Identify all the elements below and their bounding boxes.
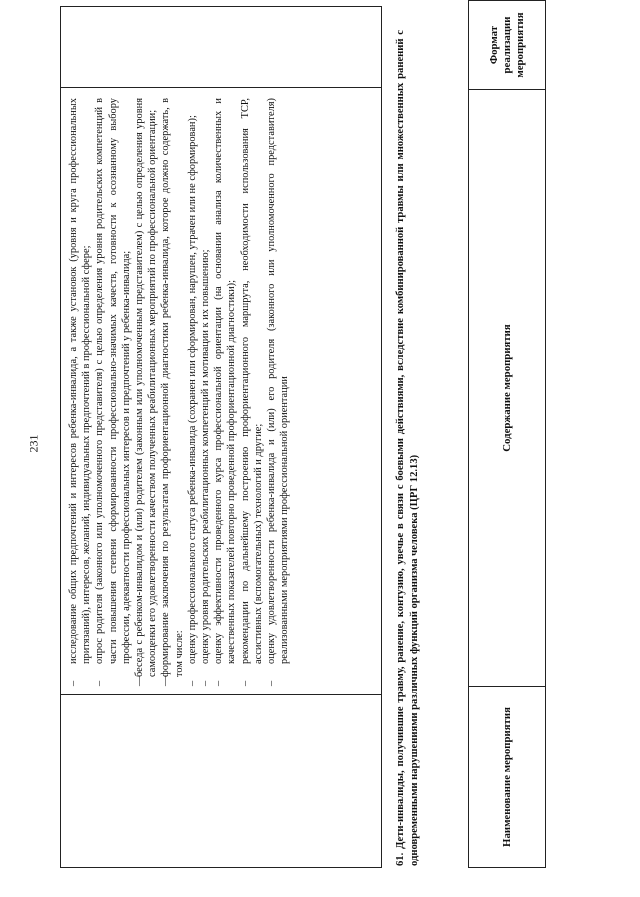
list-item-text: оценку эффективности проведенного курса профессиональной ориентации (на основании анализа количественных и качественных показателей повторно проведенной профориентационной диагностики); [213, 98, 238, 664]
list-item-text: опрос родителя (законного или уполномоченного представителя) с целью определения уровня родительских компетенций в части повышения степени сформированности профессионально-значимых качеств, готовности к осознанному выбору профессии, адекватности профессиональных интересов и предпочтений у ребенка-инвалида; [94, 98, 132, 664]
list-item [67, 98, 93, 686]
list-item [239, 98, 265, 686]
list-item-text: оценку профессионального статуса ребенка-инвалида (сохранен или сформирован, нарушен, утрачен или не сформирован); [186, 115, 198, 664]
list-marker: – [200, 680, 212, 686]
header-content: Содержание мероприятия [469, 90, 546, 687]
name-cell-empty [61, 695, 382, 868]
section-heading: 61. Дети-инвалиды, получившие травму, ранение, контузию, увечье в связи с боевыми действиями, вследствие комбинированной травмы или множественных ранений с одновременными нарушениями различных функций организма человека (ЦРГ 12.13) [395, 30, 420, 866]
list-marker: – [68, 680, 79, 686]
rotated-page [60, 12, 620, 868]
list-item-text: беседа с ребенком-инвалидом и (или) родителем (законным или уполномоченным представителем) с целью определения уровня самооценки его удовлетворенности качеством полученных реабилитационных мероприятий по профессиональной ориентации; [134, 98, 159, 677]
page-number: 231 [26, 434, 41, 453]
list-item-text: оценку уровня родительских реабилитационных компетенций и мотивации к их повышению; [200, 249, 212, 664]
new-table-header [468, 0, 546, 868]
header-format: Формат реализации мероприятия [469, 1, 546, 90]
list-marker: – [239, 680, 251, 686]
list-item [265, 98, 291, 686]
list-item [212, 98, 238, 686]
content-cell [61, 88, 382, 695]
list-item-text: рекомендации по дальнейшему построению профориентационного маршрута, необходимости использования ТСР, ассистивных (вспомогательных) технологий и другие; [239, 98, 264, 664]
list-item [133, 98, 159, 686]
list-item [159, 98, 185, 686]
continued-table [60, 6, 382, 868]
header-name: Наименование мероприятия [469, 687, 546, 868]
list-marker: — [160, 675, 172, 686]
list-marker: – [94, 680, 106, 686]
list-item [93, 98, 133, 686]
list-item-text: исследование общих предпочтений и интересов ребенка-инвалида, а также установок (уровня и круга профессиональных притязаний), интересов, желаний, индивидуальных предпочтений в профессиональной сфере; [68, 98, 93, 664]
list-marker: – [266, 680, 278, 686]
list-marker: – [213, 680, 225, 686]
list-item [199, 98, 212, 686]
list-item-text: формирование заключения по результатам профориентационной диагностики ребенка-инвалида, которое должно содержать, в том числе: [160, 98, 185, 677]
list-item-text: оценку удовлетворенности ребенка-инвалида и (или) его родителя (законного или уполномоченного представителя) реализованными мероприятиями профессиональной ориентации [266, 98, 291, 664]
list-marker: — [134, 675, 146, 686]
format-cell-empty [61, 7, 382, 88]
list-marker: – [186, 680, 198, 686]
list-item [186, 98, 199, 686]
